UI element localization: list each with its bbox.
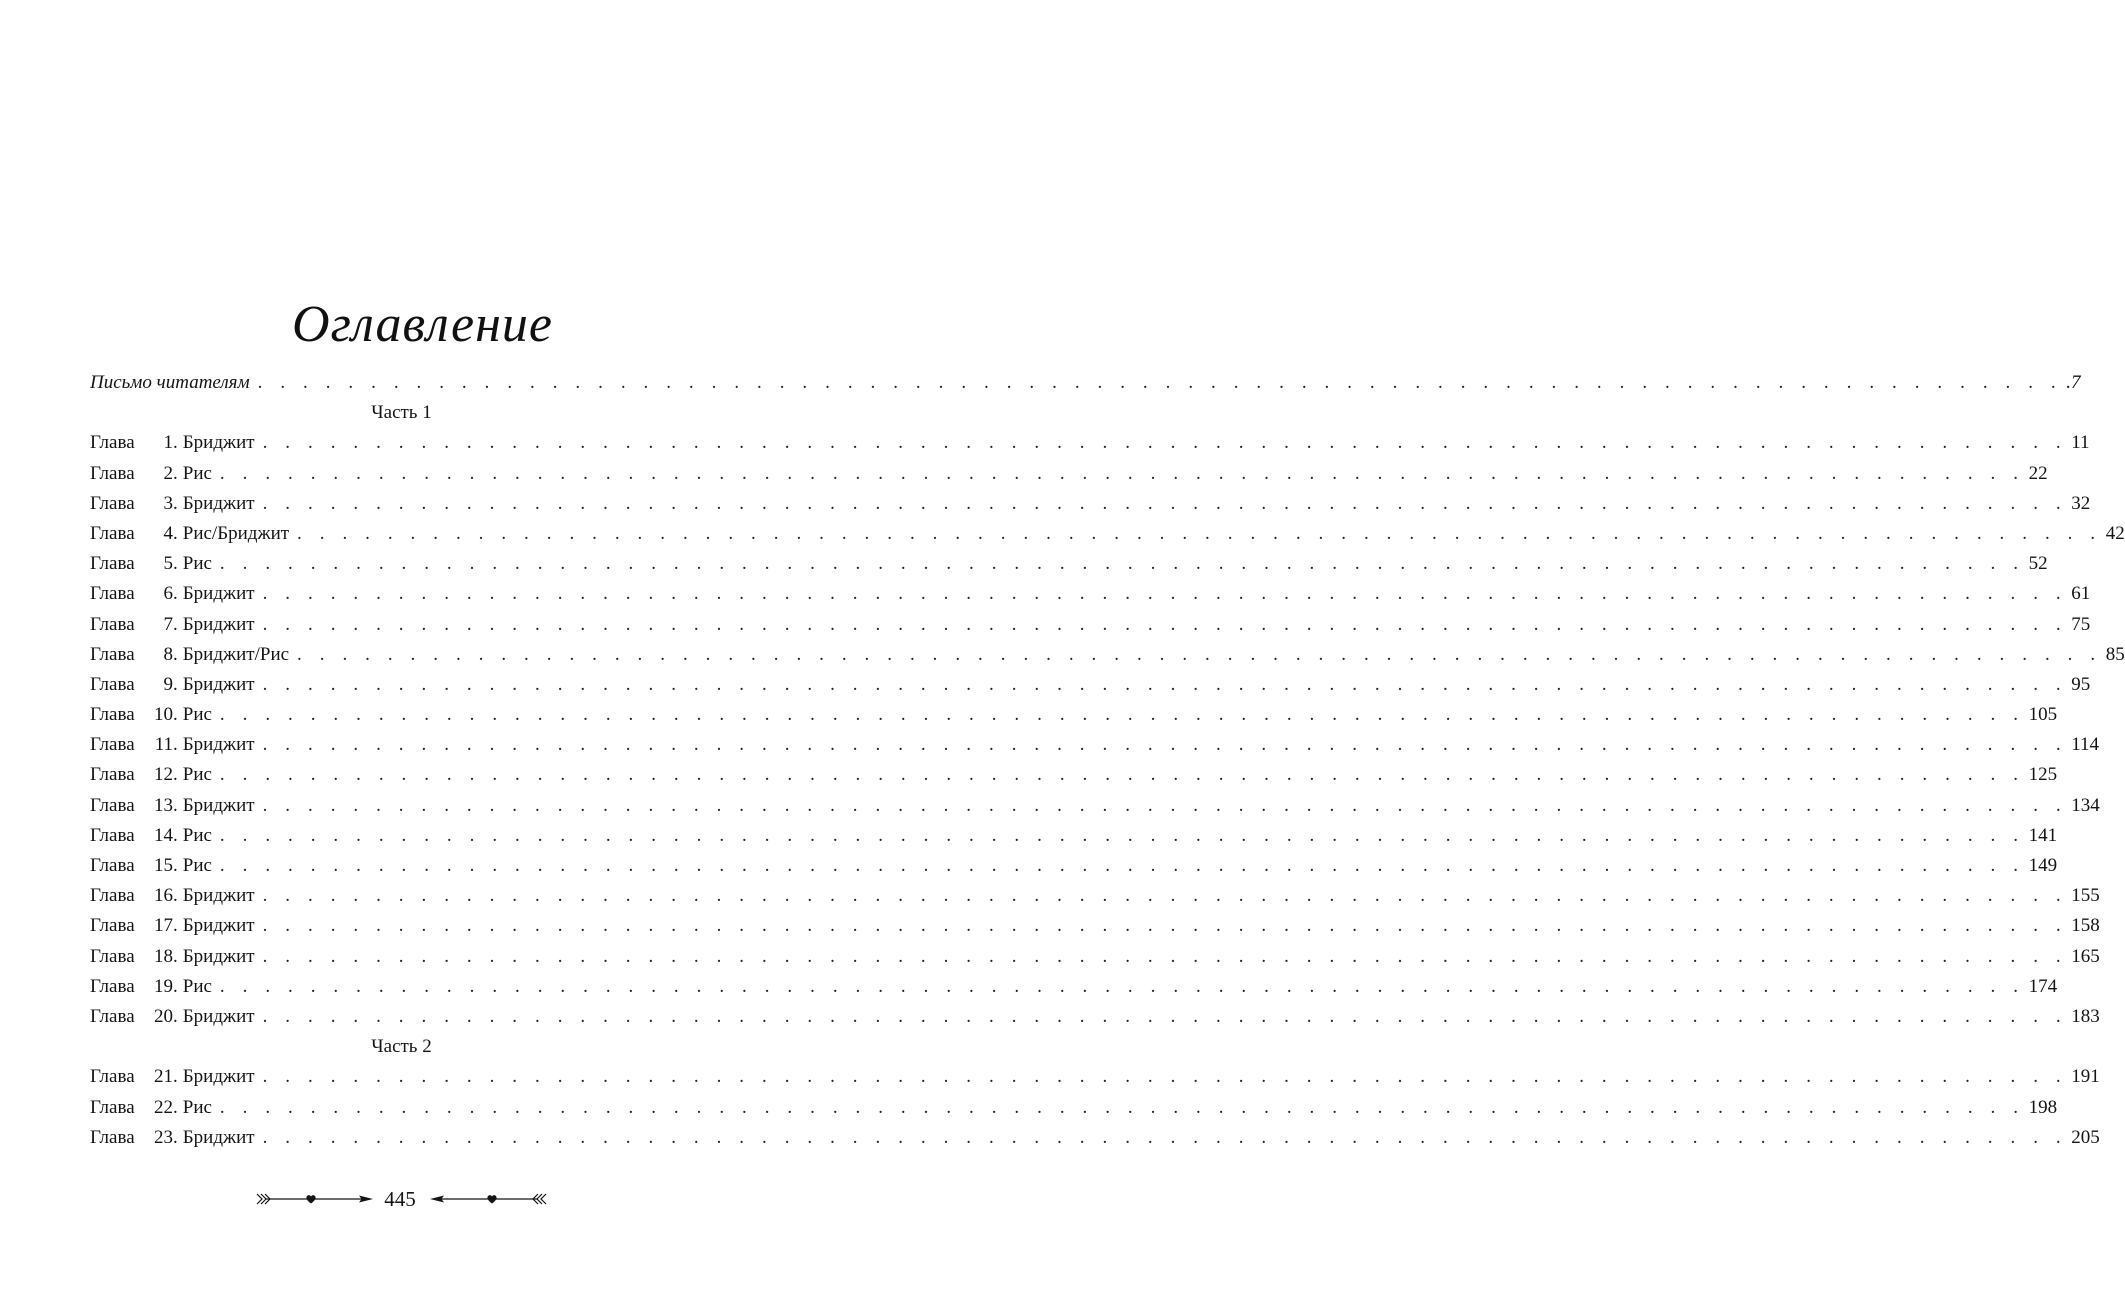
entry-page: 155 — [2071, 885, 2100, 907]
toc-entry[interactable] — [90, 579, 2091, 609]
table-of-contents — [90, 368, 2125, 1153]
toc-entry[interactable] — [90, 911, 2100, 941]
entry-page: 61 — [2071, 583, 2091, 605]
entry-number-dot: . — [173, 1005, 178, 1027]
entry-prefix: Глава — [90, 1005, 135, 1027]
entry-page: 125 — [2028, 764, 2058, 786]
page-number: 445 — [384, 1187, 416, 1211]
entry-title: Рис — [182, 1096, 212, 1118]
entry-page: 22 — [2028, 462, 2048, 484]
entry-page: 198 — [2028, 1096, 2058, 1118]
toc-entry[interactable] — [90, 972, 2058, 1002]
toc-entry[interactable] — [90, 881, 2100, 911]
entry-prefix: Глава — [90, 1096, 135, 1118]
entry-number: 8 — [163, 643, 173, 665]
entry-number-dot: . — [173, 975, 178, 997]
entry-number: 11 — [154, 734, 173, 756]
entry-prefix: Глава — [90, 915, 135, 937]
entry-number-dot: . — [173, 734, 178, 756]
entry-prefix: Глава — [90, 462, 135, 484]
dot-leader: . . . . . . . . . . . . . . . . . . . . . . . . . . . . . . . . . . . . . . . . . . . . . . . . . . . . . . . . . . . . . . . . . . . . . . . . . . . . . . . . — [262, 915, 2068, 937]
entry-number-dot: . — [173, 613, 178, 635]
entry-prefix: Глава — [90, 613, 135, 635]
entry-number-dot: . — [173, 1126, 178, 1148]
entry-number: 10 — [154, 704, 173, 726]
entry-page: 158 — [2071, 915, 2100, 937]
entry-title: Бриджит — [182, 432, 255, 454]
entry-prefix: Глава — [90, 945, 135, 967]
toc-entry[interactable] — [90, 640, 2125, 670]
entry-number-dot: . — [173, 643, 178, 665]
entry-page: .7 — [2066, 372, 2081, 393]
entry-page: 75 — [2071, 613, 2091, 635]
entry-prefix: Глава — [90, 794, 135, 816]
entry-page: 149 — [2028, 855, 2058, 876]
entry-title: Рис — [182, 553, 212, 575]
dot-leader: . . . . . . . . . . . . . . . . . . . . . . . . . . . . . . . . . . . . . . . . . . . . . . . . . . . . . . . . . . . . . . . . . . . . . . . . . . . . . . . . — [262, 885, 2068, 907]
entry-prefix: Глава — [90, 673, 135, 695]
entry-page: 205 — [2071, 1126, 2100, 1148]
part-heading: Часть 2 — [371, 1036, 432, 1058]
entry-page: 183 — [2071, 1005, 2100, 1027]
entry-number: 23 — [154, 1126, 173, 1148]
entry-prefix: Глава — [90, 583, 135, 605]
entry-title: Бриджит — [182, 734, 255, 756]
entry-number-dot: . — [173, 583, 178, 605]
entry-number-dot: . — [173, 855, 178, 876]
entry-number: 20 — [154, 1005, 173, 1027]
entry-number: 3 — [163, 492, 173, 514]
entry-page: 114 — [2071, 734, 2100, 756]
dot-leader: . . . . . . . . . . . . . . . . . . . . . . . . . . . . . . . . . . . . . . . . . . . . . . . . . . . . . . . . . . . . . . . . . . . . . . . . . . . . . . . . — [219, 975, 2025, 997]
entry-title: Бриджит — [182, 945, 255, 967]
entry-page: 85 — [2105, 643, 2125, 665]
dot-leader: . . . . . . . . . . . . . . . . . . . . . . . . . . . . . . . . . . . . . . . . . . . . . . . . . . . . . . . . . . . . . . . . . . . . . . . . . . . . . . . . — [262, 1005, 2068, 1027]
dot-leader: . . . . . . . . . . . . . . . . . . . . . . . . . . . . . . . . . . . . . . . . . . . . . . . . . . . . . . . . . . . . . . . . . . . . . . . . . . . . . . . . — [262, 1066, 2068, 1088]
entry-number: 17 — [154, 915, 173, 937]
entry-page: 11 — [2071, 432, 2090, 454]
entry-number-dot: . — [173, 432, 178, 454]
entry-number: 22 — [154, 1096, 173, 1118]
toc-entry[interactable] — [90, 549, 2048, 579]
entry-number-dot: . — [173, 492, 178, 514]
entry-prefix: Глава — [90, 522, 135, 544]
dot-leader: . . . . . . . . . . . . . . . . . . . . . . . . . . . . . . . . . . . . . . . . . . . . . . . . . . . . . . . . . . . . . . . . . . . . . . . . . . . . . . . . — [219, 764, 2025, 786]
dot-leader: . . . . . . . . . . . . . . . . . . . . . . . . . . . . . . . . . . . . . . . . . . . . . . . . . . . . . . . . . . . . . . . . . . . . . . . . . . . . . . . . — [262, 492, 2068, 514]
dot-leader: . . . . . . . . . . . . . . . . . . . . . . . . . . . . . . . . . . . . . . . . . . . . . . . . . . . . . . . . . . . . . . . . . . . . . . . . . . . . . . . . — [262, 1126, 2068, 1148]
entry-number-dot: . — [173, 824, 178, 846]
entry-title: Бриджит — [182, 492, 255, 514]
toc-entry[interactable] — [90, 519, 2125, 549]
entry-title: Рис — [182, 975, 212, 997]
toc-heading: Оглавление — [292, 296, 553, 353]
entry-number-dot: . — [173, 1066, 178, 1088]
entry-title: Бриджит — [182, 794, 255, 816]
entry-number: 12 — [154, 764, 173, 786]
entry-title: Бриджит — [182, 915, 255, 937]
entry-prefix: Глава — [90, 855, 135, 876]
entry-number: 9 — [163, 673, 173, 695]
dot-leader: . . . . . . . . . . . . . . . . . . . . . . . . . . . . . . . . . . . . . . . . . . . . . . . . . . . . . . . . . . . . . . . . . . . . . . . . . . . . . . . . — [219, 824, 2025, 846]
entry-prefix: Глава — [90, 432, 135, 454]
entry-title: Бриджит/Рис — [182, 643, 290, 665]
toc-entry[interactable] — [90, 821, 2058, 851]
entry-number: 15 — [154, 855, 173, 876]
dot-leader: . . . . . . . . . . . . . . . . . . . . . . . . . . . . . . . . . . . . . . . . . . . . . . . . . . . . . . . . . . . . . . . . . . . . . . . . . . . . . . . . — [219, 462, 2025, 484]
entry-number: 13 — [154, 794, 173, 816]
entry-prefix: Глава — [90, 704, 135, 726]
entry-number: 1 — [163, 432, 173, 454]
entry-page: 105 — [2028, 704, 2058, 726]
entry-page: 42 — [2105, 522, 2125, 544]
entry-page: 95 — [2071, 673, 2091, 695]
entry-page: 191 — [2071, 1066, 2100, 1088]
dot-leader: . . . . . . . . . . . . . . . . . . . . . . . . . . . . . . . . . . . . . . . . . . . . . . . . . . . . . . . . . . . . . . . . . . . . . . . . . . . . . . . . — [262, 583, 2068, 605]
entry-title: Бриджит — [182, 613, 255, 635]
entry-number: 7 — [163, 613, 173, 635]
toc-entry[interactable] — [90, 459, 2048, 489]
entry-page: 165 — [2071, 945, 2100, 967]
toc-entry[interactable] — [90, 1002, 2100, 1032]
toc-entry[interactable] — [90, 1062, 2100, 1092]
entry-title: Бриджит — [182, 885, 255, 907]
entry-number: 4 — [163, 522, 173, 544]
entry-title: Рис — [182, 764, 212, 786]
entry-prefix: Глава — [90, 1126, 135, 1148]
entry-prefix: Глава — [90, 1066, 135, 1088]
entry-number-dot: . — [173, 673, 178, 695]
toc-entry[interactable] — [90, 760, 2058, 790]
dot-leader: . . . . . . . . . . . . . . . . . . . . . . . . . . . . . . . . . . . . . . . . . . . . . . . . . . . . . . . . . . . . . . . . . . . . . . . . . . . . . . . . — [262, 945, 2068, 967]
entry-title: Письмо читателям — [90, 372, 250, 393]
entry-title: Рис — [182, 824, 212, 846]
entry-title: Рис — [182, 704, 212, 726]
entry-prefix: Глава — [90, 764, 135, 786]
entry-title: Бриджит — [182, 1066, 255, 1088]
entry-page: 141 — [2028, 824, 2058, 846]
dot-leader: . . . . . . . . . . . . . . . . . . . . . . . . . . . . . . . . . . . . . . . . . . . . . . . . . . . . . . . . . . . . . . . . . . . . . . . . . . . . . . . . — [219, 855, 2025, 876]
entry-number: 16 — [154, 885, 173, 907]
dot-leader: . . . . . . . . . . . . . . . . . . . . . . . . . . . . . . . . . . . . . . . . . . . . . . . . . . . . . . . . . . . . . . . . . . . . . . . . . . . . . . . . — [262, 673, 2068, 695]
toc-entry[interactable] — [90, 1093, 2058, 1123]
entry-number-dot: . — [173, 522, 178, 544]
entry-number-dot: . — [173, 553, 178, 575]
entry-page: 52 — [2028, 553, 2048, 575]
dot-leader: . . . . . . . . . . . . . . . . . . . . . . . . . . . . . . . . . . . . . . . . . . . . . . . . . . . . . . . . . . . . . . . . . . . . . . . . . . . . . . . . — [219, 1096, 2025, 1118]
entry-number: 2 — [163, 462, 173, 484]
dot-leader: . . . . . . . . . . . . . . . . . . . . . . . . . . . . . . . . . . . . . . . . . . . . . . . . . . . . . . . . . . . . . . . . . . . . . . . . . . . . . . . . — [262, 734, 2068, 756]
entry-number-dot: . — [173, 764, 178, 786]
entry-title: Бриджит — [182, 673, 255, 695]
dot-leader: . . . . . . . . . . . . . . . . . . . . . . . . . . . . . . . . . . . . . . . . . . . . . . . . . . . . . . . . . . . . . . . . . . . . . . . . . . . . . . . . — [297, 643, 2102, 665]
entry-number: 14 — [154, 824, 173, 846]
entry-number-dot: . — [173, 915, 178, 937]
page-footer — [0, 1184, 845, 1214]
entry-number: 19 — [154, 975, 173, 997]
entry-number-dot: . — [173, 1096, 178, 1118]
entry-number-dot: . — [173, 462, 178, 484]
entry-title: Бриджит — [182, 1005, 255, 1027]
toc-entry[interactable] — [90, 670, 2091, 700]
toc-entry[interactable] — [90, 942, 2100, 972]
dot-leader: . . . . . . . . . . . . . . . . . . . . . . . . . . . . . . . . . . . . . . . . . . . . . . . . . . . . . . . . . . . . . . . . . . . . . . . . . . . . . . . . — [297, 522, 2102, 544]
dot-leader: . . . . . . . . . . . . . . . . . . . . . . . . . . . . . . . . . . . . . . . . . . . . . . . . . . . . . . . . . . . . . . . . . . . . . . . . . . . . . . . . — [219, 704, 2025, 726]
dot-leader: . . . . . . . . . . . . . . . . . . . . . . . . . . . . . . . . . . . . . . . . . . . . . . . . . . . . . . . . . . . . . . . . . . . . . . . . . . . . . . . . — [257, 372, 2063, 393]
entry-title: Рис/Бриджит — [182, 522, 290, 544]
entry-number: 21 — [154, 1066, 173, 1088]
dot-leader: . . . . . . . . . . . . . . . . . . . . . . . . . . . . . . . . . . . . . . . . . . . . . . . . . . . . . . . . . . . . . . . . . . . . . . . . . . . . . . . . — [262, 432, 2068, 454]
entry-title: Бриджит — [182, 583, 255, 605]
entry-prefix: Глава — [90, 553, 135, 575]
entry-prefix: Глава — [90, 734, 135, 756]
entry-prefix: Глава — [90, 885, 135, 907]
entry-title: Рис — [182, 462, 212, 484]
dot-leader: . . . . . . . . . . . . . . . . . . . . . . . . . . . . . . . . . . . . . . . . . . . . . . . . . . . . . . . . . . . . . . . . . . . . . . . . . . . . . . . . — [219, 553, 2025, 575]
entry-number-dot: . — [173, 885, 178, 907]
dot-leader: . . . . . . . . . . . . . . . . . . . . . . . . . . . . . . . . . . . . . . . . . . . . . . . . . . . . . . . . . . . . . . . . . . . . . . . . . . . . . . . . — [262, 794, 2068, 816]
entry-number: 6 — [163, 583, 173, 605]
arrow-heart-left-icon — [430, 1190, 548, 1208]
entry-page: 174 — [2028, 975, 2058, 997]
toc-entry[interactable] — [90, 1123, 2100, 1153]
part-heading: Часть 1 — [371, 402, 432, 424]
arrow-heart-right-icon — [255, 1190, 373, 1208]
entry-title: Рис — [182, 855, 212, 876]
entry-title: Бриджит — [182, 1126, 255, 1148]
entry-number: 5 — [163, 553, 173, 575]
toc-entry-letter[interactable] — [90, 368, 2081, 398]
toc-entry[interactable] — [90, 610, 2091, 640]
entry-page: 134 — [2071, 794, 2100, 816]
toc-entry[interactable] — [90, 730, 2100, 760]
entry-prefix: Глава — [90, 643, 135, 665]
entry-page: 32 — [2071, 492, 2091, 514]
entry-prefix: Глава — [90, 824, 135, 846]
entry-number-dot: . — [173, 704, 178, 726]
entry-number: 18 — [154, 945, 173, 967]
entry-number-dot: . — [173, 794, 178, 816]
toc-entry[interactable] — [90, 700, 2058, 730]
toc-entry[interactable] — [90, 489, 2091, 519]
entry-number-dot: . — [173, 945, 178, 967]
toc-entry[interactable] — [90, 791, 2100, 821]
dot-leader: . . . . . . . . . . . . . . . . . . . . . . . . . . . . . . . . . . . . . . . . . . . . . . . . . . . . . . . . . . . . . . . . . . . . . . . . . . . . . . . . — [262, 613, 2068, 635]
entry-prefix: Глава — [90, 492, 135, 514]
entry-prefix: Глава — [90, 975, 135, 997]
toc-entry[interactable] — [90, 851, 2058, 881]
toc-entry[interactable] — [90, 428, 2090, 458]
